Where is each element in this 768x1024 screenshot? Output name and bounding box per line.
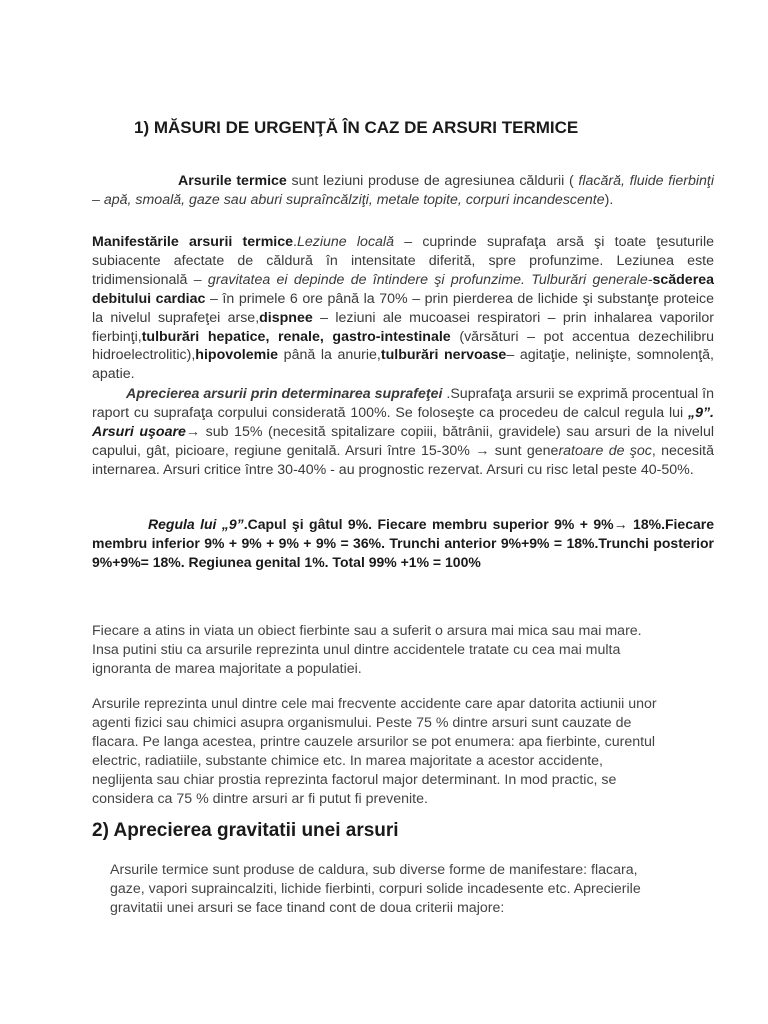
text-line: gravitatii unei arsuri se face tinand cont de doua criterii majore: bbox=[110, 899, 505, 916]
text-run: – cuprinde suprafaţa arsă şi toate ţesuturile subiacente afectate de căldură în intensitate diferită, spre profunzime. Leziunea este tridimensională bbox=[92, 234, 714, 288]
text-run: ). bbox=[604, 191, 614, 208]
text-line: considera ca 75 % dintre arsuri ar fi putut fi prevenite. bbox=[92, 790, 428, 807]
bold-term: Arsurile termice bbox=[178, 173, 287, 189]
italic-run: flacără, fluide fierbinţi – apă, smoală, gaze sau aburi supraîncălziţi, metale topite, corpuri incandescente bbox=[92, 173, 715, 208]
text-run: – în primele 6 ore până la 70% – prin pierderea de lichide şi substanţe proteice la nivelul suprafeţei arse, bbox=[92, 290, 714, 326]
text-run: sunt leziuni produse de agresiunea căldurii ( bbox=[286, 173, 579, 189]
paragraph-gravity bbox=[110, 861, 720, 918]
text-line: Fiecare a atins in viata un obiect fierbinte sau a suferit o arsura mai mica sau mai mare. bbox=[92, 623, 642, 639]
paragraph-manifestations bbox=[92, 233, 714, 384]
bold-italic-run: Regula lui „9” bbox=[148, 516, 244, 532]
bold-italic-run: „9”. Arsuri uşoare bbox=[92, 404, 714, 440]
italic-run: – gravitatea ei depinde de întindere şi profunzime. Tulburări generale- bbox=[193, 271, 653, 288]
paragraph-intro bbox=[92, 622, 712, 679]
bold-term: hipovolemie bbox=[195, 347, 279, 364]
text-line: Insa putini stiu ca arsurile reprezinta unul dintre accidentele tratate cu cea mai multa bbox=[92, 641, 621, 658]
section-heading-1: 1) MĂSURI DE URGENŢĂ ÎN CAZ DE ARSURI TERMICE bbox=[134, 118, 579, 137]
section-heading-2: 2) Aprecierea gravitatii unei arsuri bbox=[92, 820, 399, 841]
paragraph-rule-of-nines bbox=[92, 515, 714, 572]
text-run: .Capul şi gâtul 9%. Fiecare membru superior 9% + 9%→ 18%.Fiecare membru inferior 9% + 9% + 9% + 9% = 36%. Trunchi anterior 9%+9% = 18%.Trunchi posterior 9%+9%= 18%. Regiunea genital 1%. Total 99% +1% = 100% bbox=[92, 516, 714, 570]
bold-term: tulburări hepatice, renale, gastro-intestinale bbox=[141, 328, 451, 345]
bold-term: tulburări nervoase bbox=[380, 347, 507, 364]
italic-run: ratoare de şoc bbox=[558, 442, 652, 459]
bold-italic-run: Aprecierea arsurii prin determinarea suprafeţei bbox=[126, 386, 443, 402]
bold-term: dispnee bbox=[259, 309, 313, 326]
text-run: (vărsături – pot accentua dezechilibru hidroelectrolitic), bbox=[92, 328, 714, 364]
italic-run: Leziune locală bbox=[296, 234, 394, 250]
text-line: Arsurile termice sunt produse de caldura, sub diverse forme de manifestare: flacara, bbox=[110, 862, 638, 878]
text-line: neglijenta sau chiar prostia reprezinta factorul major determinant. In mod practic, se bbox=[92, 771, 617, 788]
paragraph-causes bbox=[92, 695, 712, 808]
text-run: – leziuni ale mucoasei respiratori – prin inhalarea vaporilor fierbinţi, bbox=[92, 309, 714, 345]
paragraph-definition bbox=[92, 172, 714, 210]
text-line: gaze, vapori supraincalziti, lichide fierbinti, corpuri solide incadesente etc. Aprecierile bbox=[110, 880, 641, 897]
text-line: ignoranta de marea majoritate a populatiei. bbox=[92, 660, 362, 677]
text-run: până la anurie, bbox=[278, 347, 381, 364]
text-run: , necesită internarea. Arsuri critice între 30-40% - au prognostic rezervat. Arsuri cu risc letal peste 40-50%. bbox=[92, 442, 714, 478]
text-line: Arsurile reprezinta unul dintre cele mai frecvente accidente care apar datorita actiunii unor bbox=[92, 696, 657, 712]
bold-term: scăderea debitului cardiac bbox=[92, 271, 714, 307]
text-run: → sub 15% (necesită spitalizare copiii, bătrânii, gravidele) sau arsuri de la nivelul capului, gât, picioare, regiune genitală. Arsuri între 15-30% → sunt gene bbox=[92, 423, 714, 459]
text-run: . bbox=[293, 234, 297, 250]
text-run: – agitaţie, nelinişte, somnolenţă, apatie. bbox=[92, 347, 714, 383]
paragraph-surface-assessment bbox=[92, 385, 714, 480]
bold-term: Manifestările arsurii termice bbox=[92, 234, 294, 250]
text-line: flacara. Pe langa acestea, printre cauzele arsurilor se pot enumera: apa fierbinte, curentul bbox=[92, 733, 656, 750]
text-line: electric, radiatiile, substante chimice etc. In marea majoritate a acestor accidente, bbox=[92, 752, 603, 769]
text-line: agenti fizici sau chimici asupra organismului. Peste 75 % dintre arsuri sunt cauzate de bbox=[92, 714, 632, 731]
text-run: .Suprafaţa arsurii se exprimă procentual în raport cu suprafaţa corpului considerată 100%. Se foloseşte ca procedeu de calcul regula lui bbox=[92, 386, 714, 421]
